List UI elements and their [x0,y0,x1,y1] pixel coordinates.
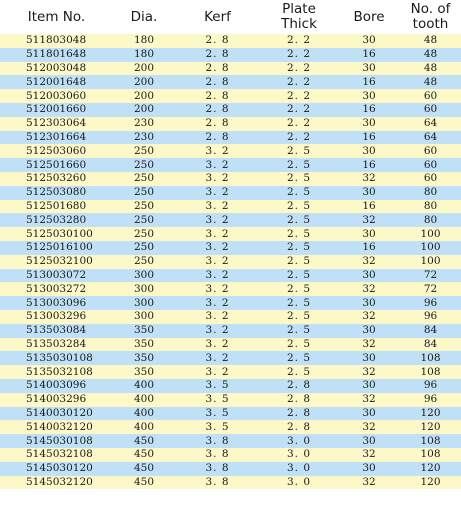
cell-bore: 30 [338,462,400,476]
cell-plate-thick: 2. 5 [260,365,338,379]
cell-kerf: 3. 5 [175,407,260,421]
table-row [0,351,461,365]
cell-no-of-tooth: 80 [400,186,461,200]
header-kerf-label: Kerf [204,8,231,25]
table-row [0,434,461,448]
cell-dia: 230 [113,117,175,131]
cell-plate-thick: 2. 5 [260,241,338,255]
cell-no-of-tooth: 80 [400,213,461,227]
cell-dia: 300 [113,269,175,283]
header-bore [338,0,400,34]
cell-kerf: 3. 5 [175,420,260,434]
cell-no-of-tooth: 48 [400,34,461,48]
cell-kerf: 3. 8 [175,462,260,476]
cell-bore: 30 [338,269,400,283]
cell-no-of-tooth: 108 [400,448,461,462]
cell-no-of-tooth: 48 [400,62,461,76]
cell-item-no: 5140030120 [0,407,113,421]
table-row [0,448,461,462]
cell-bore: 16 [338,48,400,62]
cell-kerf: 3. 2 [175,269,260,283]
cell-dia: 400 [113,420,175,434]
header-dia [113,0,175,34]
cell-kerf: 3. 2 [175,172,260,186]
cell-no-of-tooth: 108 [400,351,461,365]
table-row [0,269,461,283]
header-plate-thick [260,0,338,34]
table-row [0,62,461,76]
cell-no-of-tooth: 60 [400,103,461,117]
cell-plate-thick: 3. 0 [260,476,338,490]
cell-kerf: 2. 8 [175,131,260,145]
cell-no-of-tooth: 72 [400,282,461,296]
table-row [0,241,461,255]
cell-no-of-tooth: 60 [400,172,461,186]
cell-dia: 300 [113,296,175,310]
cell-item-no: 513003096 [0,296,113,310]
cell-item-no: 512501680 [0,200,113,214]
cell-item-no: 512001648 [0,75,113,89]
cell-kerf: 2. 8 [175,89,260,103]
table-row [0,213,461,227]
header-row [0,0,461,34]
cell-kerf: 3. 2 [175,282,260,296]
cell-dia: 230 [113,131,175,145]
cell-no-of-tooth: 48 [400,48,461,62]
table-row [0,476,461,490]
cell-dia: 200 [113,62,175,76]
cell-kerf: 3. 2 [175,144,260,158]
cell-kerf: 3. 8 [175,434,260,448]
cell-no-of-tooth: 108 [400,365,461,379]
table-row [0,296,461,310]
cell-bore: 30 [338,117,400,131]
header-no-of-tooth-line2: tooth [412,16,449,32]
table-row [0,255,461,269]
cell-plate-thick: 2. 5 [260,338,338,352]
cell-kerf: 2. 8 [175,75,260,89]
cell-kerf: 3. 5 [175,379,260,393]
table-row [0,75,461,89]
cell-bore: 16 [338,241,400,255]
table-row [0,227,461,241]
cell-no-of-tooth: 80 [400,200,461,214]
cell-item-no: 512001660 [0,103,113,117]
cell-item-no: 5125032100 [0,255,113,269]
cell-no-of-tooth: 96 [400,296,461,310]
cell-no-of-tooth: 120 [400,476,461,490]
cell-kerf: 3. 2 [175,200,260,214]
table-row [0,310,461,324]
cell-kerf: 2. 8 [175,103,260,117]
header-dia-label: Dia. [130,8,158,25]
cell-dia: 250 [113,144,175,158]
table-header [0,0,461,34]
cell-dia: 300 [113,282,175,296]
cell-kerf: 3. 2 [175,296,260,310]
cell-plate-thick: 2. 5 [260,282,338,296]
table-row [0,420,461,434]
cell-plate-thick: 2. 5 [260,269,338,283]
cell-dia: 250 [113,200,175,214]
cell-item-no: 512003048 [0,62,113,76]
cell-no-of-tooth: 60 [400,89,461,103]
cell-bore: 16 [338,200,400,214]
table-row [0,144,461,158]
table-row [0,393,461,407]
cell-dia: 250 [113,158,175,172]
cell-plate-thick: 2. 5 [260,324,338,338]
cell-item-no: 5145032108 [0,448,113,462]
cell-bore: 30 [338,62,400,76]
cell-bore: 32 [338,172,400,186]
cell-bore: 30 [338,434,400,448]
cell-bore: 30 [338,324,400,338]
cell-item-no: 5135032108 [0,365,113,379]
cell-plate-thick: 2. 2 [260,89,338,103]
cell-bore: 30 [338,379,400,393]
cell-dia: 200 [113,103,175,117]
cell-plate-thick: 3. 0 [260,448,338,462]
cell-no-of-tooth: 100 [400,241,461,255]
cell-plate-thick: 2. 5 [260,351,338,365]
cell-item-no: 514003296 [0,393,113,407]
cell-bore: 32 [338,420,400,434]
cell-dia: 450 [113,476,175,490]
cell-no-of-tooth: 120 [400,420,461,434]
cell-dia: 200 [113,89,175,103]
cell-plate-thick: 2. 2 [260,62,338,76]
table-row [0,158,461,172]
cell-dia: 250 [113,227,175,241]
cell-no-of-tooth: 60 [400,158,461,172]
table-row [0,365,461,379]
cell-no-of-tooth: 84 [400,338,461,352]
cell-bore: 30 [338,186,400,200]
cell-bore: 32 [338,282,400,296]
cell-dia: 350 [113,338,175,352]
cell-bore: 32 [338,310,400,324]
table-row [0,200,461,214]
cell-plate-thick: 3. 0 [260,434,338,448]
cell-item-no: 512501660 [0,158,113,172]
cell-dia: 450 [113,434,175,448]
cell-item-no: 513003296 [0,310,113,324]
table-row [0,172,461,186]
table-row [0,462,461,476]
cell-bore: 32 [338,365,400,379]
cell-kerf: 3. 2 [175,351,260,365]
cell-plate-thick: 3. 0 [260,462,338,476]
cell-plate-thick: 2. 8 [260,393,338,407]
cell-item-no: 5125016100 [0,241,113,255]
table-row [0,338,461,352]
cell-plate-thick: 2. 5 [260,255,338,269]
cell-kerf: 3. 2 [175,186,260,200]
cell-dia: 400 [113,379,175,393]
table-body [0,34,461,489]
cell-dia: 450 [113,448,175,462]
cell-dia: 350 [113,365,175,379]
cell-item-no: 5125030100 [0,227,113,241]
cell-plate-thick: 2. 2 [260,131,338,145]
cell-dia: 180 [113,34,175,48]
cell-bore: 16 [338,131,400,145]
cell-item-no: 512503080 [0,186,113,200]
cell-bore: 32 [338,213,400,227]
cell-dia: 250 [113,186,175,200]
cell-plate-thick: 2. 2 [260,34,338,48]
header-no-of-tooth [400,0,461,34]
cell-plate-thick: 2. 8 [260,407,338,421]
cell-bore: 30 [338,296,400,310]
cell-item-no: 512503060 [0,144,113,158]
cell-plate-thick: 2. 5 [260,158,338,172]
cell-no-of-tooth: 120 [400,462,461,476]
cell-no-of-tooth: 84 [400,324,461,338]
cell-item-no: 511801648 [0,48,113,62]
cell-plate-thick: 2. 5 [260,227,338,241]
cell-item-no: 512503260 [0,172,113,186]
cell-kerf: 3. 2 [175,227,260,241]
cell-bore: 30 [338,34,400,48]
cell-item-no: 513003272 [0,282,113,296]
cell-item-no: 512303064 [0,117,113,131]
cell-dia: 300 [113,310,175,324]
header-plate-thick-line1: Plate [282,1,316,17]
table-row [0,89,461,103]
cell-bore: 30 [338,89,400,103]
cell-bore: 30 [338,227,400,241]
cell-plate-thick: 2. 5 [260,296,338,310]
cell-kerf: 3. 2 [175,255,260,269]
cell-bore: 32 [338,448,400,462]
table-row [0,186,461,200]
table-row [0,379,461,393]
cell-dia: 250 [113,241,175,255]
header-bore-label: Bore [353,8,385,25]
cell-kerf: 3. 2 [175,310,260,324]
cell-kerf: 3. 2 [175,338,260,352]
cell-bore: 32 [338,255,400,269]
cell-plate-thick: 2. 2 [260,117,338,131]
cell-item-no: 5145030120 [0,462,113,476]
cell-dia: 450 [113,462,175,476]
cell-no-of-tooth: 108 [400,434,461,448]
cell-dia: 250 [113,213,175,227]
cell-kerf: 3. 2 [175,241,260,255]
cell-item-no: 514003096 [0,379,113,393]
cell-dia: 350 [113,351,175,365]
cell-no-of-tooth: 96 [400,310,461,324]
cell-dia: 200 [113,75,175,89]
cell-plate-thick: 2. 8 [260,379,338,393]
cell-dia: 400 [113,393,175,407]
cell-plate-thick: 2. 2 [260,75,338,89]
cell-item-no: 5135030108 [0,351,113,365]
header-plate-thick-line2: Thick [281,16,317,32]
cell-kerf: 3. 2 [175,324,260,338]
table-row [0,407,461,421]
cell-plate-thick: 2. 2 [260,48,338,62]
cell-plate-thick: 2. 8 [260,420,338,434]
cell-dia: 180 [113,48,175,62]
cell-plate-thick: 2. 2 [260,103,338,117]
cell-plate-thick: 2. 5 [260,186,338,200]
header-kerf [175,0,260,34]
cell-plate-thick: 2. 5 [260,213,338,227]
cell-no-of-tooth: 96 [400,393,461,407]
cell-kerf: 2. 8 [175,48,260,62]
header-item-no-label: Item No. [27,8,86,25]
table-row [0,103,461,117]
cell-kerf: 3. 8 [175,476,260,490]
cell-plate-thick: 2. 5 [260,172,338,186]
table-row [0,282,461,296]
cell-bore: 32 [338,338,400,352]
table-row [0,48,461,62]
cell-no-of-tooth: 64 [400,131,461,145]
cell-plate-thick: 2. 5 [260,310,338,324]
header-no-of-tooth-line1: No. of [410,1,451,17]
cell-kerf: 2. 8 [175,62,260,76]
cell-item-no: 5140032120 [0,420,113,434]
cell-plate-thick: 2. 5 [260,200,338,214]
cell-plate-thick: 2. 5 [260,144,338,158]
cell-item-no: 511803048 [0,34,113,48]
cell-bore: 16 [338,75,400,89]
cell-no-of-tooth: 96 [400,379,461,393]
cell-no-of-tooth: 100 [400,255,461,269]
cell-bore: 30 [338,144,400,158]
cell-kerf: 3. 2 [175,213,260,227]
cell-bore: 30 [338,407,400,421]
cell-item-no: 513503284 [0,338,113,352]
cell-item-no: 5145030108 [0,434,113,448]
cell-no-of-tooth: 120 [400,407,461,421]
cell-dia: 400 [113,407,175,421]
cell-bore: 30 [338,351,400,365]
cell-kerf: 2. 8 [175,117,260,131]
cell-item-no: 512301664 [0,131,113,145]
cell-dia: 250 [113,255,175,269]
cell-item-no: 512503280 [0,213,113,227]
table-row [0,117,461,131]
cell-kerf: 3. 2 [175,158,260,172]
cell-dia: 350 [113,324,175,338]
cell-no-of-tooth: 100 [400,227,461,241]
cell-kerf: 3. 8 [175,448,260,462]
cell-bore: 32 [338,476,400,490]
cell-bore: 32 [338,393,400,407]
cell-no-of-tooth: 72 [400,269,461,283]
table-row [0,34,461,48]
cell-kerf: 3. 2 [175,365,260,379]
cell-no-of-tooth: 48 [400,75,461,89]
cell-no-of-tooth: 60 [400,144,461,158]
cell-kerf: 2. 8 [175,34,260,48]
table-row [0,131,461,145]
cell-item-no: 513503084 [0,324,113,338]
cell-bore: 16 [338,158,400,172]
table-row [0,324,461,338]
cell-item-no: 513003072 [0,269,113,283]
cell-dia: 250 [113,172,175,186]
cell-item-no: 512003060 [0,89,113,103]
cell-item-no: 5145032120 [0,476,113,490]
cell-bore: 16 [338,103,400,117]
cell-no-of-tooth: 64 [400,117,461,131]
cell-kerf: 3. 5 [175,393,260,407]
header-item-no [0,0,113,34]
